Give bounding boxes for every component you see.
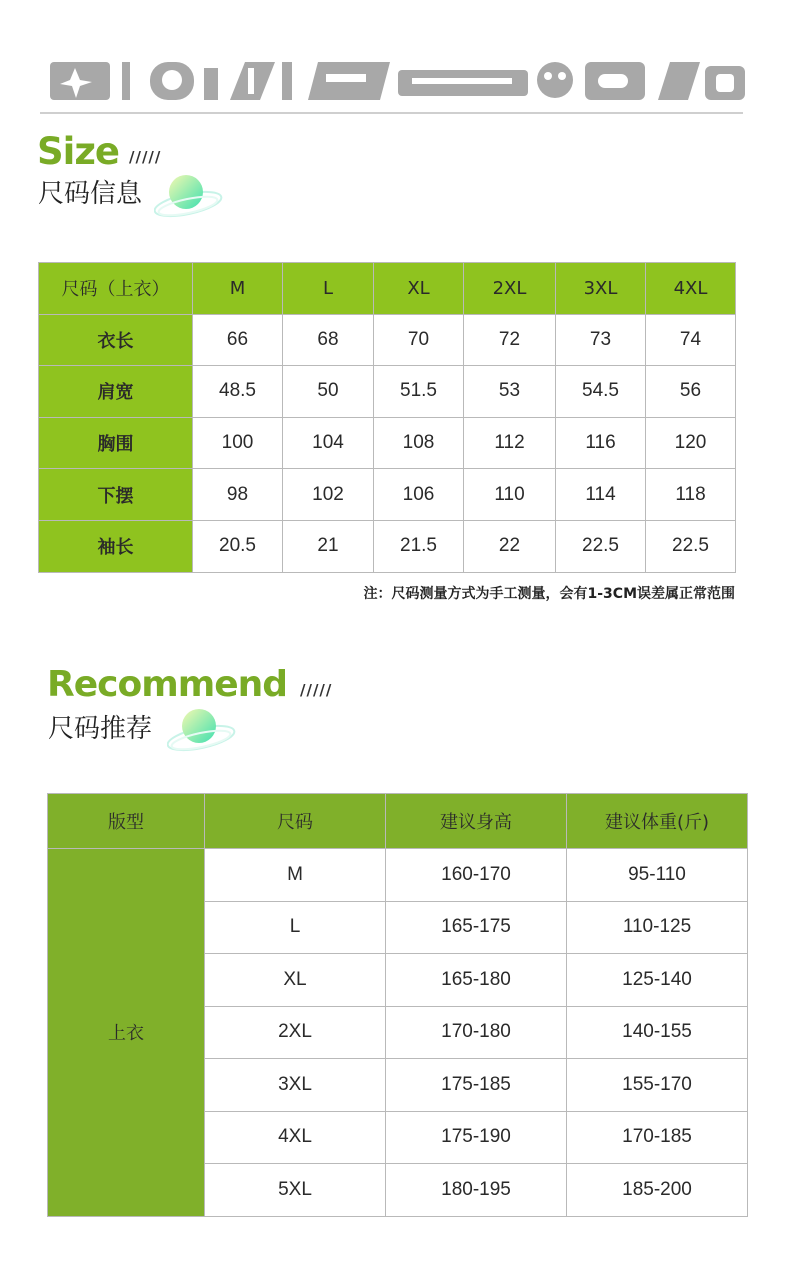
weight-cell: 140-155: [567, 1006, 748, 1059]
table-cell: 108: [374, 417, 464, 469]
weight-cell: 170-185: [567, 1111, 748, 1164]
size-title-slashes: /////: [129, 148, 162, 166]
table-row: [39, 366, 736, 418]
recommend-title: Recommend: [47, 664, 288, 705]
header-size-l: L: [283, 263, 374, 315]
table-cell: 53: [464, 366, 556, 418]
recommend-table-header: [48, 794, 748, 849]
header-size-4xl: 4XL: [646, 263, 736, 315]
table-cell: 21: [283, 520, 374, 572]
weight-cell: 110-125: [567, 901, 748, 954]
size-subtitle: 尺码信息: [38, 179, 143, 209]
header-size-top: 尺码（上衣）: [39, 263, 193, 315]
table-row: [39, 469, 736, 521]
planet-orb-icon: [167, 708, 237, 760]
header-size-2xl: 2XL: [464, 263, 556, 315]
height-cell: 175-185: [386, 1059, 567, 1112]
height-cell: 160-170: [386, 849, 567, 902]
table-cell: 48.5: [193, 366, 283, 418]
size-recommendation-table: [47, 793, 748, 1217]
table-cell: 110: [464, 469, 556, 521]
height-cell: 180-195: [386, 1164, 567, 1217]
decorative-banner: [50, 58, 745, 104]
fit-type-cell: 上衣: [48, 849, 205, 1217]
row-label: 肩宽: [39, 366, 193, 418]
header-size-3xl: 3XL: [556, 263, 646, 315]
size-cell: 2XL: [205, 1006, 386, 1059]
table-cell: 20.5: [193, 520, 283, 572]
size-cell: XL: [205, 954, 386, 1007]
table-cell: 72: [464, 314, 556, 366]
table-cell: 74: [646, 314, 736, 366]
table-cell: 54.5: [556, 366, 646, 418]
table-cell: 116: [556, 417, 646, 469]
size-cell: 3XL: [205, 1059, 386, 1112]
height-cell: 165-175: [386, 901, 567, 954]
table-cell: 118: [646, 469, 736, 521]
table-cell: 102: [283, 469, 374, 521]
table-row: [39, 520, 736, 572]
header-size: 尺码: [205, 794, 386, 849]
table-cell: 66: [193, 314, 283, 366]
header-size-xl: XL: [374, 263, 464, 315]
header-size-m: M: [193, 263, 283, 315]
table-cell: 73: [556, 314, 646, 366]
header-fit-type: 版型: [48, 794, 205, 849]
header-weight: 建议体重(斤): [567, 794, 748, 849]
row-label: 下摆: [39, 469, 193, 521]
size-cell: 4XL: [205, 1111, 386, 1164]
size-cell: M: [205, 849, 386, 902]
size-cell: 5XL: [205, 1164, 386, 1217]
table-cell: 21.5: [374, 520, 464, 572]
table-cell: 50: [283, 366, 374, 418]
weight-cell: 155-170: [567, 1059, 748, 1112]
table-cell: 100: [193, 417, 283, 469]
size-title: Size: [37, 130, 119, 173]
table-row: [48, 849, 748, 902]
table-cell: 56: [646, 366, 736, 418]
weight-cell: 95-110: [567, 849, 748, 902]
recommend-title-slashes: /////: [300, 681, 333, 699]
table-row: [39, 314, 736, 366]
height-cell: 175-190: [386, 1111, 567, 1164]
size-chart-table: [38, 262, 736, 573]
table-cell: 22.5: [556, 520, 646, 572]
measurement-note: 注：尺码测量方式为手工测量，会有1-3CM误差属正常范围: [363, 586, 735, 602]
row-label: 胸围: [39, 417, 193, 469]
size-cell: L: [205, 901, 386, 954]
row-label: 衣长: [39, 314, 193, 366]
table-cell: 98: [193, 469, 283, 521]
table-cell: 106: [374, 469, 464, 521]
table-cell: 114: [556, 469, 646, 521]
height-cell: 165-180: [386, 954, 567, 1007]
table-cell: 68: [283, 314, 374, 366]
table-cell: 22: [464, 520, 556, 572]
table-cell: 51.5: [374, 366, 464, 418]
table-row: [39, 417, 736, 469]
table-cell: 120: [646, 417, 736, 469]
recommend-subtitle: 尺码推荐: [48, 714, 153, 744]
doodle-pattern-icon: [50, 58, 745, 104]
table-cell: 22.5: [646, 520, 736, 572]
height-cell: 170-180: [386, 1006, 567, 1059]
table-cell: 104: [283, 417, 374, 469]
weight-cell: 125-140: [567, 954, 748, 1007]
banner-divider: [40, 112, 743, 114]
size-table-header: [39, 263, 736, 315]
weight-cell: 185-200: [567, 1164, 748, 1217]
table-cell: 70: [374, 314, 464, 366]
row-label: 袖长: [39, 520, 193, 572]
header-height: 建议身高: [386, 794, 567, 849]
planet-orb-icon: [154, 174, 224, 226]
table-cell: 112: [464, 417, 556, 469]
